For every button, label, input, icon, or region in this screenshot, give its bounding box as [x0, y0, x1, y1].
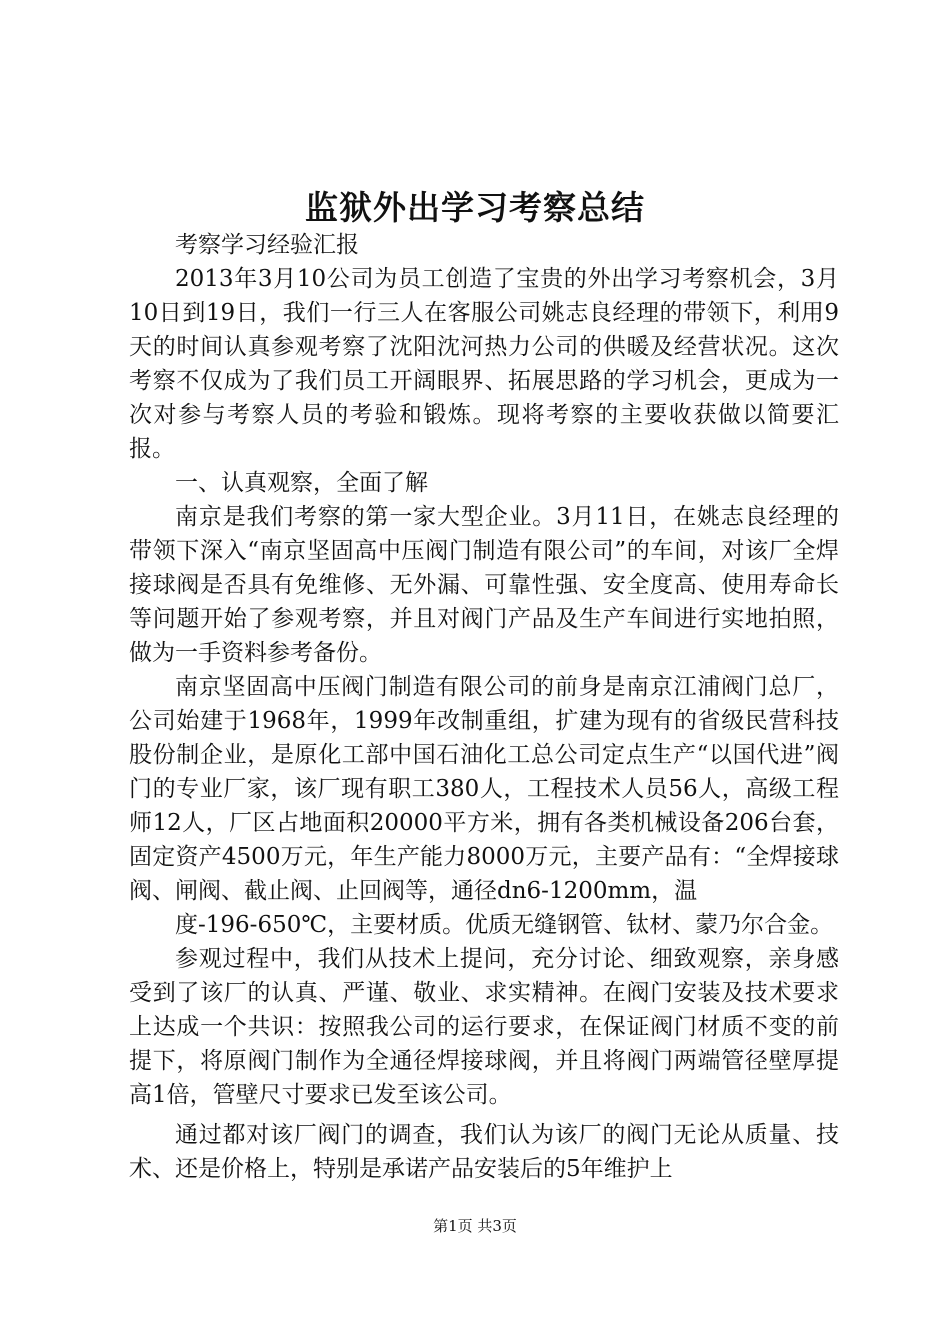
section-subtitle: 考察学习经验汇报: [175, 232, 359, 258]
paragraph: 南京是我们考察的第一家大型企业。3月11日，在姚志良经理的带领下深入“南京坚固高中压阀门制造有限公司”的车间，对该厂全焊接球阀是否具有免维修、无外漏、可靠性强、安全度高、使用寿命长等问题开始了参观考察，并且对阀门产品及生产车间进行实地拍照，做为一手资料参考备份。: [129, 504, 839, 666]
paragraph: 南京坚固高中压阀门制造有限公司的前身是南京江浦阀门总厂，公司始建于1968年，1999年改制重组，扩建为现有的省级民营科技股份制企业，是原化工部中国石油化工总公司定点生产“以国代进”阀门的专业厂家，该厂现有职工380人，工程技术人员56人，高级工程师12人，厂区占地面积20000平方米，拥有各类机械设备206台套，固定资产4500万元，年生产能力8000万元，主要产品有：“全焊接球阀、闸阀、截止阀、止回阀等，通径dn6-1200mm，温: [129, 674, 839, 904]
page-title: 监狱外出学习考察总结: [305, 188, 645, 227]
paragraph-intro: 2013年3月10公司为员工创造了宝贵的外出学习考察机会，3月10日到19日，我们一行三人在客服公司姚志良经理的带领下，利用9天的时间认真参观考察了沈阳沈河热力公司的供暖及经营状况。这次考察不仅成为了我们员工开阔眼界、拓展思路的学习机会，更成为一次对参与考察人员的考验和锻炼。现将考察的主要收获做以简要汇报。: [129, 266, 839, 462]
section-heading: 一、认真观察，全面了解: [175, 470, 428, 496]
document-body: [129, 228, 839, 1186]
paragraph: 度-196-650℃，主要材质。优质无缝钢管、钛材、蒙乃尔合金。: [175, 912, 834, 938]
paragraph: 参观过程中，我们从技术上提问，充分讨论、细致观察，亲身感受到了该厂的认真、严谨、敬业、求实精神。在阀门安装及技术要求上达成一个共识：按照我公司的运行要求，在保证阀门材质不变的前提下，将原阀门制作为全通径焊接球阀，并且将阀门两端管径壁厚提高1倍，管壁尺寸要求已发至该公司。: [129, 946, 839, 1108]
paragraph: 通过都对该厂阀门的调查，我们认为该厂的阀门无论从质量、技术、还是价格上，特别是承诺产品安装后的5年维护上: [129, 1122, 839, 1182]
page-indicator: 第1页 共3页: [433, 1217, 517, 1235]
